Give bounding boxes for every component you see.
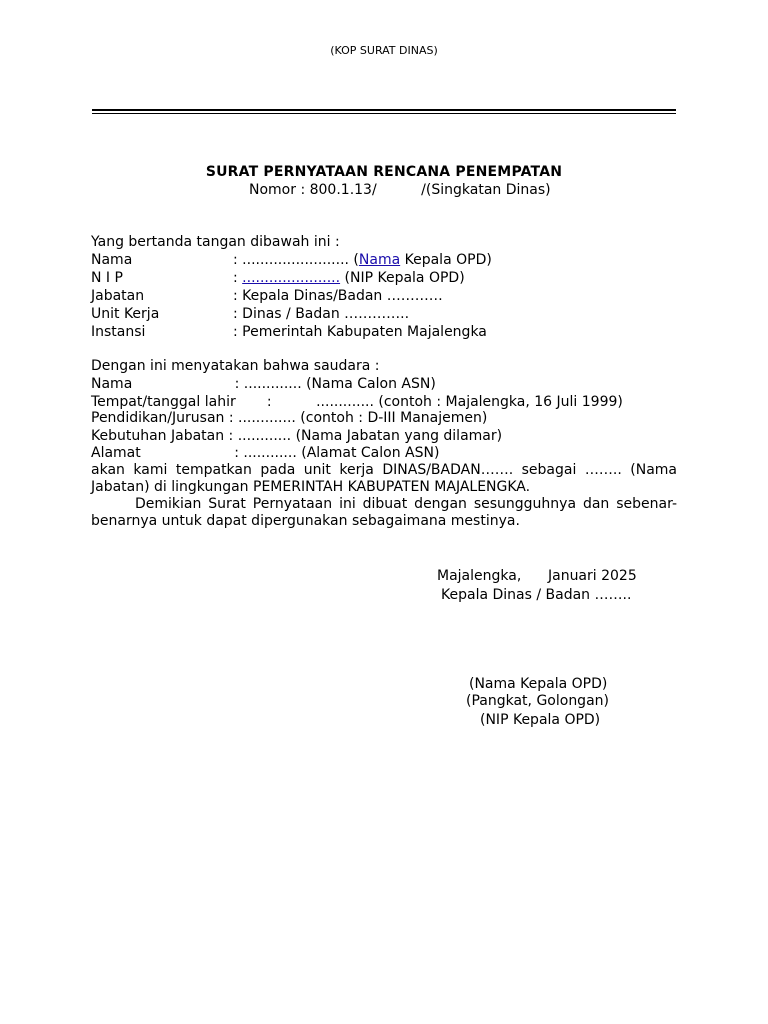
closing-paragraph: Demikian Surat Pernyataan ini dibuat dengan sesungguhnya dan sebenar-benarnya untuk dapat dipergunakan sebagaimana mestinya. <box>91 496 677 529</box>
signer-name-value <box>233 251 492 269</box>
signature-position: Kepala Dinas / Badan …….. <box>441 587 632 603</box>
signer-name-label: Nama <box>91 252 133 268</box>
signer-agency-label: Instansi <box>91 324 146 340</box>
candidate-name-row: Nama : ............. (Nama Calon ASN) <box>91 376 436 392</box>
placement-paragraph: akan kami tempatkan pada unit kerja DINAS/BADAN……. sebagai …….. (Nama Jabatan) di lingkungan PEMERINTAH KABUPATEN MAJALENGKA. <box>91 462 677 495</box>
candidate-education-row: Pendidikan/Jurusan : ............. (contoh : D-III Manajemen) <box>91 410 488 426</box>
letterhead-rule-thick <box>92 109 676 111</box>
signer-nip-label: N I P <box>91 270 123 286</box>
candidate-position-row: Kebutuhan Jabatan : ............ (Nama Jabatan yang dilamar) <box>91 428 503 444</box>
signer-name-suffix: Kepala OPD) <box>400 252 492 268</box>
candidate-address-row: Alamat : ............ (Alamat Calon ASN) <box>91 445 440 461</box>
signer-nip-link[interactable]: ...................... <box>242 270 341 286</box>
signer-nip-value <box>233 269 465 287</box>
signature-place-date: Majalengka, Januari 2025 <box>437 568 637 584</box>
signer-agency-value: : Pemerintah Kabupaten Majalengka <box>233 324 487 340</box>
signer-unit-label: Unit Kerja <box>91 306 160 322</box>
signer-position-label: Jabatan <box>91 288 145 304</box>
signature-nip: (NIP Kepala OPD) <box>480 712 601 728</box>
signer-name-link[interactable]: Nama <box>358 252 401 268</box>
signature-rank: (Pangkat, Golongan) <box>466 693 609 709</box>
signer-intro: Yang bertanda tangan dibawah ini : <box>91 234 340 250</box>
candidate-intro: Dengan ini menyatakan bahwa saudara : <box>91 358 380 374</box>
signer-name-prefix: : ........................ ( <box>233 252 359 268</box>
signer-unit-value: : Dinas / Badan ………….. <box>233 306 410 322</box>
letterhead-rule-thin <box>92 113 676 114</box>
signer-nip-prefix: : <box>233 270 243 286</box>
signature-name: (Nama Kepala OPD) <box>469 676 608 692</box>
candidate-birth-row: Tempat/tanggal lahir : ............. (contoh : Majalengka, 16 Juli 1999) <box>91 394 623 410</box>
signer-nip-suffix: (NIP Kepala OPD) <box>340 270 465 286</box>
document-title: SURAT PERNYATAAN RENCANA PENEMPATAN <box>205 164 563 180</box>
signer-position-value: : Kepala Dinas/Badan ………… <box>233 288 443 304</box>
document-number: Nomor : 800.1.13/ /(Singkatan Dinas) <box>249 182 551 198</box>
letterhead-placeholder: (KOP SURAT DINAS) <box>330 44 438 57</box>
